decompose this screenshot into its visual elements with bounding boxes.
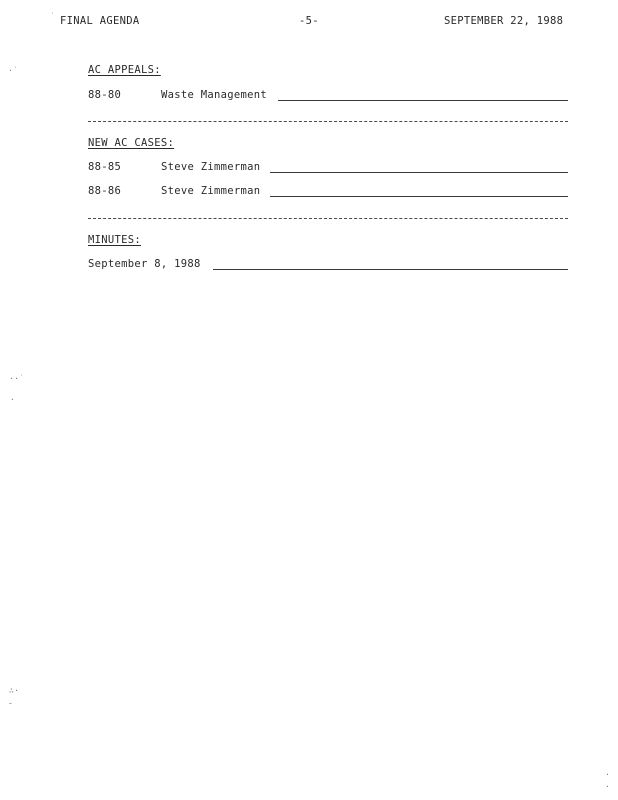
section-title-minutes: MINUTES: [88,234,141,246]
page-number: -5- [299,15,319,27]
scan-speck: · [10,395,16,404]
fill-line [213,269,568,270]
scan-speck: · [605,782,611,791]
case-number: 88-86 [88,185,122,197]
case-name: Steve Zimmerman [161,185,261,197]
scan-speck: ··˙ [9,374,25,383]
case-name: Steve Zimmerman [161,161,261,173]
fill-line [270,172,568,173]
agenda-item-88-86 [88,185,568,199]
case-name: Waste Management [161,89,267,101]
scan-speck: ˙ [50,12,56,21]
agenda-item-88-85 [88,161,568,175]
section-title-new-ac-cases: NEW AC CASES: [88,137,175,149]
scan-speck: ∴· [9,686,20,695]
scan-speck: ·˙ [8,66,19,75]
case-number: 88-85 [88,161,122,173]
section-title-ac-appeals: AC APPEALS: [88,64,161,76]
header-title: FINAL AGENDA [60,15,140,27]
fill-line [278,100,568,101]
section-divider [88,218,568,219]
section-divider [88,121,568,122]
header-date: SEPTEMBER 22, 1988 [444,15,564,27]
fill-line [270,196,568,197]
scan-speck: ˘ [8,702,14,711]
case-number: 88-80 [88,89,122,101]
scan-speck: · [605,770,611,779]
agenda-item-minutes [88,258,568,272]
agenda-item-88-80 [88,89,568,103]
minutes-date: September 8, 1988 [88,258,201,270]
